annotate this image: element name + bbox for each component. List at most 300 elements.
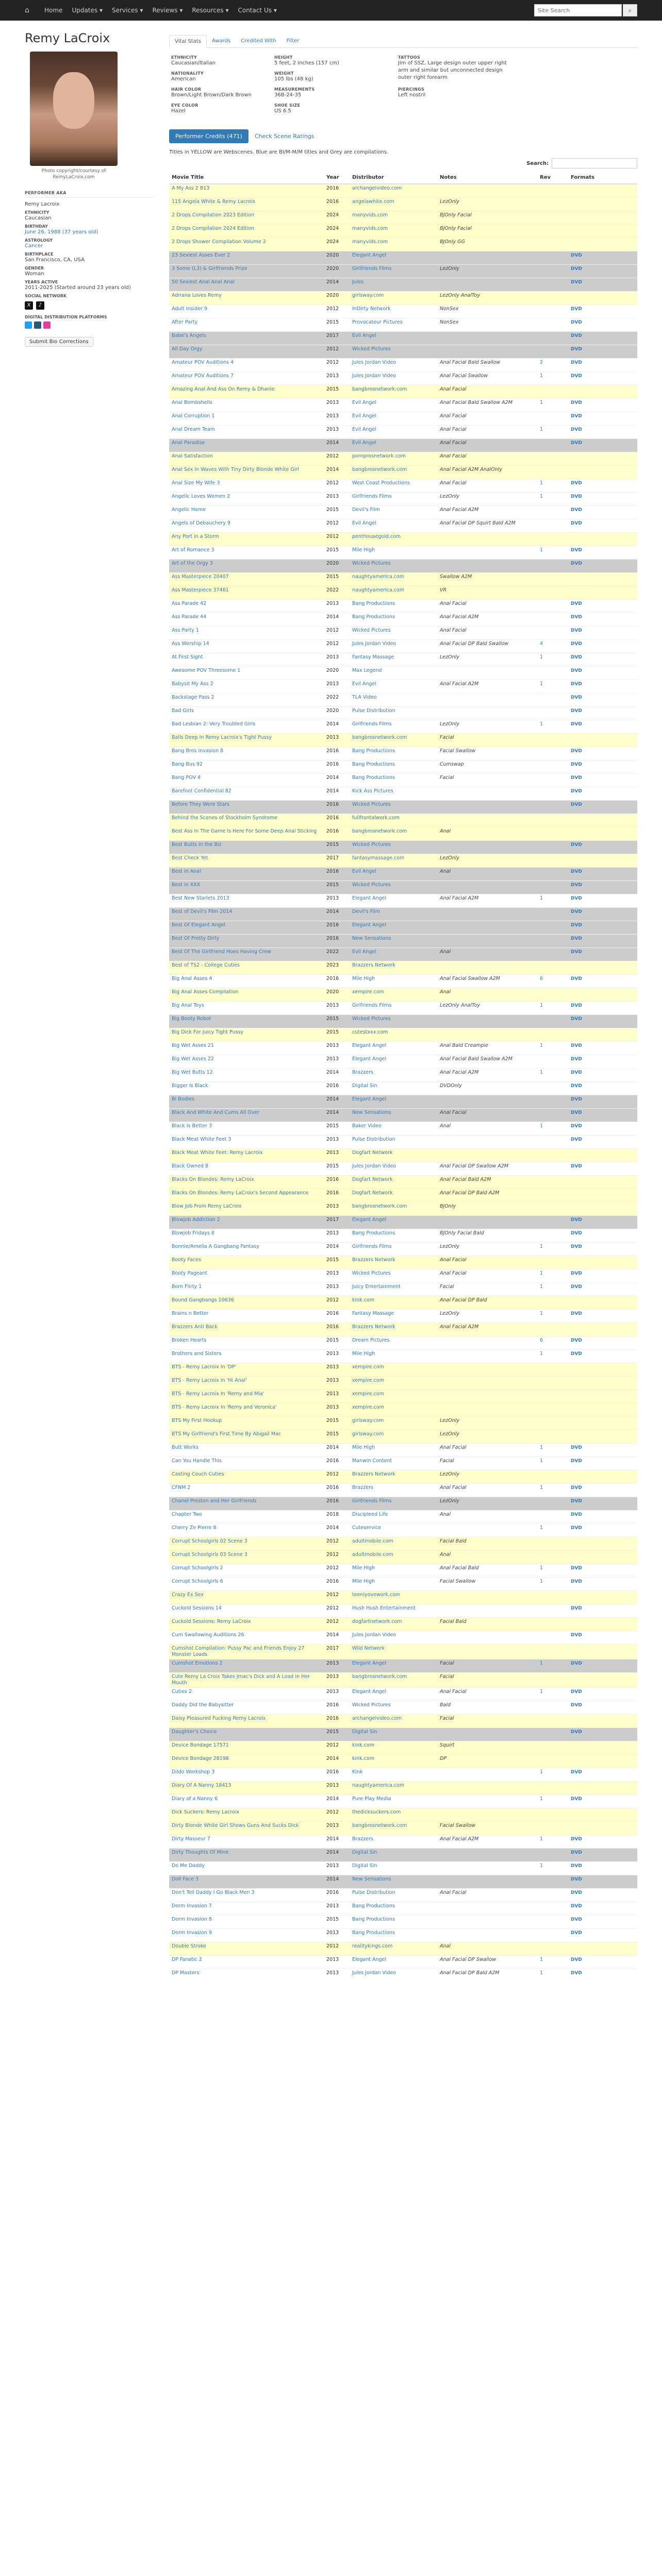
formats-cell[interactable]	[568, 385, 637, 398]
rev-cell[interactable]: 1	[537, 371, 568, 385]
tab-credited-with[interactable]: Credited With	[241, 38, 276, 44]
formats-cell[interactable]: DVD	[568, 1888, 637, 1902]
movie-title-cell[interactable]: Behind the Scenes of Stockholm Syndrome	[169, 814, 324, 827]
rev-cell[interactable]: 1	[537, 1969, 568, 1982]
movie-title-cell[interactable]: Cuckold Sessions: Remy LaCroix	[169, 1617, 324, 1631]
rev-cell[interactable]	[537, 197, 568, 211]
movie-title-cell[interactable]: Blowjob Addiction 2	[169, 1215, 324, 1229]
rev-cell[interactable]	[537, 278, 568, 291]
rev-cell[interactable]	[537, 465, 568, 479]
movie-title-cell[interactable]: Booty Faces	[169, 1256, 324, 1269]
tab-vital-stats[interactable]: Vital Stats	[169, 35, 207, 48]
rev-cell[interactable]	[537, 907, 568, 921]
formats-cell[interactable]: DVD	[568, 1523, 637, 1537]
rev-cell[interactable]	[537, 1644, 568, 1659]
distributor-cell[interactable]: adultmobile.com	[350, 1550, 437, 1564]
distributor-cell[interactable]: Discipleed Life	[350, 1510, 437, 1523]
formats-cell[interactable]	[568, 1363, 637, 1376]
distributor-cell[interactable]: Kick Ass Pictures	[350, 787, 437, 800]
formats-cell[interactable]	[568, 465, 637, 479]
movie-title-cell[interactable]: Ass Masterpiece 20407	[169, 572, 324, 586]
movie-title-cell[interactable]: Cherry Ze Pierre 8	[169, 1523, 324, 1537]
rev-cell[interactable]	[537, 238, 568, 251]
rev-cell[interactable]: 1	[537, 1242, 568, 1256]
formats-cell[interactable]	[568, 814, 637, 827]
movie-title-cell[interactable]: Angels of Debauchery 9	[169, 519, 324, 532]
distributor-cell[interactable]: adultmobile.com	[350, 1537, 437, 1550]
formats-cell[interactable]: DVD	[568, 1349, 637, 1363]
formats-cell[interactable]: DVD	[568, 505, 637, 519]
distributor-cell[interactable]: bangbrosnetwork.com	[350, 1672, 437, 1687]
formats-cell[interactable]: DVD	[568, 894, 637, 907]
distributor-cell[interactable]: Fantasy Massage	[350, 653, 437, 666]
formats-cell[interactable]	[568, 1781, 637, 1794]
movie-title-cell[interactable]: Blacks On Blondes: Remy LaCroix's Second Appearance	[169, 1189, 324, 1202]
movie-title-cell[interactable]: Bang Bros Invasion 8	[169, 747, 324, 760]
formats-cell[interactable]: DVD	[568, 974, 637, 988]
rev-cell[interactable]	[537, 412, 568, 425]
rev-cell[interactable]	[537, 1148, 568, 1162]
movie-title-cell[interactable]: Dorm Invasion 8	[169, 1915, 324, 1928]
movie-title-cell[interactable]: A My Ass 2 B13	[169, 184, 324, 197]
distributor-cell[interactable]: Dream Pictures	[350, 1336, 437, 1349]
formats-cell[interactable]: DVD	[568, 907, 637, 921]
rev-cell[interactable]: 1	[537, 1564, 568, 1577]
formats-cell[interactable]: DVD	[568, 519, 637, 532]
formats-cell[interactable]: DVD	[568, 706, 637, 720]
movie-title-cell[interactable]: BTS - Remy Lacroix In 'Hi Anal'	[169, 1376, 324, 1389]
birthday-value[interactable]: June 26, 1988 (37 years old)	[25, 229, 98, 235]
rev-cell[interactable]	[537, 345, 568, 358]
rev-cell[interactable]	[537, 1902, 568, 1915]
movie-title-cell[interactable]: Cuties 2	[169, 1687, 324, 1701]
movie-title-cell[interactable]: Angelic Loves Women 2	[169, 492, 324, 505]
distributor-cell[interactable]: Elegant Angel	[350, 1687, 437, 1701]
distributor-cell[interactable]: girlsway.com	[350, 291, 437, 304]
formats-cell[interactable]	[568, 224, 637, 238]
distributor-cell[interactable]: Cuteservice	[350, 1523, 437, 1537]
distributor-cell[interactable]: Bang Productions	[350, 1229, 437, 1242]
movie-title-cell[interactable]: Born Flirty 1	[169, 1282, 324, 1296]
formats-cell[interactable]: DVD	[568, 358, 637, 371]
distributor-cell[interactable]: Brazzers	[350, 1483, 437, 1497]
movie-title-cell[interactable]: Best in Anal	[169, 867, 324, 880]
rev-cell[interactable]	[537, 572, 568, 586]
rev-cell[interactable]	[537, 1741, 568, 1754]
movie-title-cell[interactable]: Amateur POV Auditions 7	[169, 371, 324, 385]
rev-cell[interactable]	[537, 1162, 568, 1175]
distributor-cell[interactable]: Girlfriends Films	[350, 720, 437, 733]
rev-cell[interactable]: 1	[537, 546, 568, 559]
formats-cell[interactable]: DVD	[568, 921, 637, 934]
rev-cell[interactable]	[537, 586, 568, 599]
distributor-cell[interactable]: Evil Angel	[350, 412, 437, 425]
distributor-cell[interactable]: kink.com	[350, 1296, 437, 1309]
movie-title-cell[interactable]: 115 Angela White & Remy Lacroix	[169, 197, 324, 211]
distributor-cell[interactable]: Jules Jordan Video	[350, 639, 437, 653]
formats-cell[interactable]: DVD	[568, 1631, 637, 1644]
distributor-cell[interactable]: Bang Productions	[350, 613, 437, 626]
movie-title-cell[interactable]: Best in XXX	[169, 880, 324, 894]
platform-icon-1[interactable]	[25, 321, 32, 329]
formats-cell[interactable]: DVD	[568, 398, 637, 412]
formats-cell[interactable]	[568, 532, 637, 546]
formats-cell[interactable]	[568, 238, 637, 251]
distributor-cell[interactable]: Hush Hush Entertainment	[350, 1604, 437, 1617]
rev-cell[interactable]: 1	[537, 720, 568, 733]
formats-cell[interactable]: DVD	[568, 1687, 637, 1701]
distributor-cell[interactable]: Evil Angel	[350, 867, 437, 880]
distributor-cell[interactable]: thedicksuckers.com	[350, 1808, 437, 1821]
formats-cell[interactable]: DVD	[568, 653, 637, 666]
scene-ratings-tab[interactable]: Check Scene Ratings	[254, 133, 315, 140]
formats-cell[interactable]: DVD	[568, 1768, 637, 1781]
movie-title-cell[interactable]: After Party	[169, 318, 324, 331]
distributor-cell[interactable]: manyvids.com	[350, 211, 437, 224]
formats-cell[interactable]: DVD	[568, 1835, 637, 1848]
rev-cell[interactable]: 1	[537, 1659, 568, 1672]
formats-cell[interactable]	[568, 1714, 637, 1727]
rev-cell[interactable]	[537, 1808, 568, 1821]
rev-cell[interactable]	[537, 1229, 568, 1242]
formats-cell[interactable]	[568, 452, 637, 465]
rev-cell[interactable]	[537, 452, 568, 465]
movie-title-cell[interactable]: Bang Bus 92	[169, 760, 324, 773]
formats-cell[interactable]: DVD	[568, 1309, 637, 1323]
rev-cell[interactable]	[537, 747, 568, 760]
rev-cell[interactable]	[537, 800, 568, 814]
rev-cell[interactable]	[537, 1915, 568, 1928]
formats-cell[interactable]: DVD	[568, 880, 637, 894]
movie-title-cell[interactable]: Dirty Blonde White Girl Shows Guns And Sucks Dick	[169, 1821, 324, 1835]
distributor-cell[interactable]: Evil Angel	[350, 947, 437, 961]
rev-cell[interactable]	[537, 1215, 568, 1229]
formats-cell[interactable]: DVD	[568, 1848, 637, 1861]
formats-cell[interactable]	[568, 1537, 637, 1550]
formats-cell[interactable]: DVD	[568, 693, 637, 706]
distributor-cell[interactable]: Digital Sin	[350, 1861, 437, 1875]
distributor-cell[interactable]: xempire.com	[350, 1389, 437, 1403]
movie-title-cell[interactable]: Device Bondage 17571	[169, 1741, 324, 1754]
formats-cell[interactable]	[568, 1389, 637, 1403]
formats-cell[interactable]: DVD	[568, 1055, 637, 1068]
movie-title-cell[interactable]: At First Sight	[169, 653, 324, 666]
rev-cell[interactable]	[537, 385, 568, 398]
distributor-cell[interactable]: Mile High	[350, 974, 437, 988]
nav-contact[interactable]: Contact Us ▾	[238, 7, 277, 14]
movie-title-cell[interactable]: Double Stroke	[169, 1942, 324, 1955]
distributor-cell[interactable]: Elegant Angel	[350, 1095, 437, 1108]
movie-title-cell[interactable]: Blacks On Blondes: Remy LaCroix	[169, 1175, 324, 1189]
movie-title-cell[interactable]: Big Anal Toys	[169, 1001, 324, 1014]
distributor-cell[interactable]: pornprosnetwork.com	[350, 452, 437, 465]
formats-cell[interactable]	[568, 184, 637, 197]
distributor-cell[interactable]: New Sensations	[350, 1875, 437, 1888]
movie-title-cell[interactable]: Chapter Two	[169, 1510, 324, 1523]
distributor-cell[interactable]: Bang Productions	[350, 773, 437, 787]
formats-cell[interactable]: DVD	[568, 331, 637, 345]
rev-cell[interactable]: 1	[537, 1768, 568, 1781]
formats-cell[interactable]	[568, 988, 637, 1001]
distributor-cell[interactable]: Wicked Pictures	[350, 840, 437, 854]
distributor-cell[interactable]: Girlfriends Films	[350, 264, 437, 278]
rev-cell[interactable]	[537, 1189, 568, 1202]
distributor-cell[interactable]: Mile High	[350, 1577, 437, 1590]
rev-cell[interactable]: 1	[537, 1309, 568, 1323]
distributor-cell[interactable]: xempire.com	[350, 1376, 437, 1389]
formats-cell[interactable]	[568, 961, 637, 974]
formats-cell[interactable]	[568, 1416, 637, 1430]
formats-cell[interactable]: DVD	[568, 1510, 637, 1523]
distributor-cell[interactable]: xempire.com	[350, 988, 437, 1001]
rev-cell[interactable]	[537, 626, 568, 639]
distributor-cell[interactable]: fantasymassage.com	[350, 854, 437, 867]
formats-cell[interactable]: DVD	[568, 318, 637, 331]
formats-cell[interactable]	[568, 1808, 637, 1821]
movie-title-cell[interactable]: Cumshot Compilation: Pussy Pac and Friends Enjoy 27 Monster Loads	[169, 1644, 324, 1659]
distributor-cell[interactable]: Dogfart Network	[350, 1148, 437, 1162]
formats-cell[interactable]: DVD	[568, 1269, 637, 1282]
rev-cell[interactable]	[537, 1727, 568, 1741]
movie-title-cell[interactable]: Best Check Yet	[169, 854, 324, 867]
movie-title-cell[interactable]: Big Booty Robot	[169, 1014, 324, 1028]
distributor-cell[interactable]: Mile High	[350, 1564, 437, 1577]
distributor-cell[interactable]: girlsway.com	[350, 1430, 437, 1443]
distributor-cell[interactable]: Jules Jordan Video	[350, 1631, 437, 1644]
tab-awards[interactable]: Awards	[211, 38, 231, 44]
distributor-cell[interactable]: Elegant Angel	[350, 1041, 437, 1055]
rev-cell[interactable]	[537, 304, 568, 318]
movie-title-cell[interactable]: BTS My Girlfriend's First Time By Abigail Mac	[169, 1430, 324, 1443]
movie-title-cell[interactable]: 2 Drops Shower Compilation Volume 2	[169, 238, 324, 251]
movie-title-cell[interactable]: Big Wet Butts 12	[169, 1068, 324, 1081]
rev-cell[interactable]	[537, 251, 568, 264]
formats-cell[interactable]: DVD	[568, 1604, 637, 1617]
movie-title-cell[interactable]: 23 Sexiest Asses Ever 2	[169, 251, 324, 264]
formats-cell[interactable]	[568, 572, 637, 586]
distributor-cell[interactable]: Wicked Pictures	[350, 626, 437, 639]
formats-cell[interactable]: DVD	[568, 1068, 637, 1081]
rev-cell[interactable]	[537, 1470, 568, 1483]
formats-cell[interactable]: DVD	[568, 1215, 637, 1229]
distributor-cell[interactable]: Evil Angel	[350, 425, 437, 438]
rev-cell[interactable]	[537, 1875, 568, 1888]
movie-title-cell[interactable]: Anal Paradise	[169, 438, 324, 452]
distributor-cell[interactable]: Mile High	[350, 1349, 437, 1363]
formats-cell[interactable]: DVD	[568, 613, 637, 626]
distributor-cell[interactable]: Dogfart Network	[350, 1175, 437, 1189]
movie-title-cell[interactable]: Awesome POV Threesome 1	[169, 666, 324, 680]
formats-cell[interactable]: DVD	[568, 546, 637, 559]
movie-title-cell[interactable]: Cute Remy La Croix Takes Jmac's Dick and A Load In Her Mouth	[169, 1672, 324, 1687]
formats-cell[interactable]: DVD	[568, 666, 637, 680]
formats-cell[interactable]: DVD	[568, 304, 637, 318]
x-icon[interactable]: X	[25, 301, 33, 310]
distributor-cell[interactable]: bangbrosnetwork.com	[350, 733, 437, 747]
rev-cell[interactable]	[537, 1403, 568, 1416]
movie-title-cell[interactable]: Can You Handle This	[169, 1456, 324, 1470]
movie-title-cell[interactable]: Barefoot Confidential 82	[169, 787, 324, 800]
movie-title-cell[interactable]: Bound Gangbangs 10636	[169, 1296, 324, 1309]
movie-title-cell[interactable]: Dorm Invasion 9	[169, 1928, 324, 1942]
movie-title-cell[interactable]: 50 Sexiest Anal Anal Anal	[169, 278, 324, 291]
site-search-input[interactable]	[534, 4, 622, 16]
distributor-cell[interactable]: fullfrontalwork.com	[350, 814, 437, 827]
movie-title-cell[interactable]: Corrupt Schoolgirls 6	[169, 1577, 324, 1590]
movie-title-cell[interactable]: Dildo Workshop 3	[169, 1768, 324, 1781]
rev-cell[interactable]: 1	[537, 1835, 568, 1848]
movie-title-cell[interactable]: Crazy Ex Sex	[169, 1590, 324, 1604]
movie-title-cell[interactable]: Dick Suckers: Remy Lacroix	[169, 1808, 324, 1821]
distributor-cell[interactable]: Elegant Angel	[350, 251, 437, 264]
search-icon[interactable]: ⌕	[623, 4, 637, 16]
formats-cell[interactable]: DVD	[568, 639, 637, 653]
formats-cell[interactable]: DVD	[568, 559, 637, 572]
distributor-cell[interactable]: Digital Sin	[350, 1081, 437, 1095]
distributor-cell[interactable]: Brazzers	[350, 1068, 437, 1081]
distributor-cell[interactable]: Max Legend	[350, 666, 437, 680]
formats-cell[interactable]	[568, 1550, 637, 1564]
table-search-input[interactable]	[552, 158, 637, 168]
movie-title-cell[interactable]: Best Of The Girlfriend Hoes Having Crew	[169, 947, 324, 961]
movie-title-cell[interactable]: Device Bondage 28198	[169, 1754, 324, 1768]
formats-cell[interactable]	[568, 1028, 637, 1041]
platform-icon-3[interactable]	[43, 321, 51, 329]
rev-cell[interactable]	[537, 331, 568, 345]
movie-title-cell[interactable]: Ass Worship 14	[169, 639, 324, 653]
movie-title-cell[interactable]: Dorm Invasion 7	[169, 1902, 324, 1915]
distributor-cell[interactable]: Evil Angel	[350, 680, 437, 693]
movie-title-cell[interactable]: Bad Girls	[169, 706, 324, 720]
rev-cell[interactable]	[537, 291, 568, 304]
movie-title-cell[interactable]: Brothers and Sisters	[169, 1349, 324, 1363]
distributor-cell[interactable]: Devil's Film	[350, 907, 437, 921]
distributor-cell[interactable]: Mile High	[350, 546, 437, 559]
distributor-cell[interactable]: Pure Play Media	[350, 1794, 437, 1808]
formats-cell[interactable]	[568, 1403, 637, 1416]
distributor-cell[interactable]: xempire.com	[350, 1363, 437, 1376]
movie-title-cell[interactable]: Corrupt Schoolgirls 02 Scene 3	[169, 1537, 324, 1550]
movie-title-cell[interactable]: Big Wet Asses 22	[169, 1055, 324, 1068]
movie-title-cell[interactable]: 2 Drops Compilation 2023 Edition	[169, 211, 324, 224]
rev-cell[interactable]: 1	[537, 1687, 568, 1701]
rev-cell[interactable]	[537, 438, 568, 452]
rev-cell[interactable]	[537, 1497, 568, 1510]
movie-title-cell[interactable]: Corrupt Schoolgirls 2	[169, 1564, 324, 1577]
movie-title-cell[interactable]: Adult Insider 9	[169, 304, 324, 318]
rev-cell[interactable]: 1	[537, 1068, 568, 1081]
movie-title-cell[interactable]: BTS - Remy Lacroix In 'DP'	[169, 1363, 324, 1376]
formats-cell[interactable]	[568, 1741, 637, 1754]
formats-cell[interactable]: DVD	[568, 1969, 637, 1982]
col-distributor[interactable]: Distributor	[350, 172, 437, 184]
distributor-cell[interactable]: Jules Jordan Video	[350, 1162, 437, 1175]
distributor-cell[interactable]: archangelvideo.com	[350, 184, 437, 197]
rev-cell[interactable]	[537, 1014, 568, 1028]
movie-title-cell[interactable]: Anal Size My Wife 3	[169, 479, 324, 492]
formats-cell[interactable]	[568, 827, 637, 840]
distributor-cell[interactable]: Brazzers Network	[350, 1256, 437, 1269]
rev-cell[interactable]	[537, 706, 568, 720]
distributor-cell[interactable]: Wild Network	[350, 1644, 437, 1659]
distributor-cell[interactable]: Jules Jordan Video	[350, 1969, 437, 1982]
movie-title-cell[interactable]: DP Masters	[169, 1969, 324, 1982]
formats-cell[interactable]: DVD	[568, 371, 637, 385]
astrology-value[interactable]: Cancer	[25, 243, 43, 249]
formats-cell[interactable]	[568, 1189, 637, 1202]
movie-title-cell[interactable]: Diary Of A Nanny 18413	[169, 1781, 324, 1794]
movie-title-cell[interactable]: Don't Tell Daddy I Go Black Men 3	[169, 1888, 324, 1902]
distributor-cell[interactable]: angelawhite.com	[350, 197, 437, 211]
movie-title-cell[interactable]: Amazing Anal And Ass On Remy & Dhanie	[169, 385, 324, 398]
rev-cell[interactable]	[537, 599, 568, 613]
movie-title-cell[interactable]: Daughter's Choice	[169, 1727, 324, 1741]
formats-cell[interactable]: DVD	[568, 947, 637, 961]
nav-services[interactable]: Services ▾	[112, 7, 143, 14]
rev-cell[interactable]	[537, 1590, 568, 1604]
formats-cell[interactable]: DVD	[568, 1564, 637, 1577]
movie-title-cell[interactable]: Booty Pageant	[169, 1269, 324, 1282]
rev-cell[interactable]: 1	[537, 894, 568, 907]
rev-cell[interactable]	[537, 1631, 568, 1644]
distributor-cell[interactable]: Wicked Pictures	[350, 1701, 437, 1714]
rev-cell[interactable]	[537, 613, 568, 626]
distributor-cell[interactable]: Bang Productions	[350, 1915, 437, 1928]
formats-cell[interactable]	[568, 1202, 637, 1215]
rev-cell[interactable]	[537, 840, 568, 854]
distributor-cell[interactable]: archangelvideo.com	[350, 1714, 437, 1727]
movie-title-cell[interactable]: Big Wet Asses 21	[169, 1041, 324, 1055]
distributor-cell[interactable]: Devil's Film	[350, 505, 437, 519]
col-notes[interactable]: Notes	[437, 172, 537, 184]
rev-cell[interactable]: 1	[537, 425, 568, 438]
rev-cell[interactable]	[537, 1550, 568, 1564]
rev-cell[interactable]: 1	[537, 1269, 568, 1282]
rev-cell[interactable]: 1	[537, 1041, 568, 1055]
formats-cell[interactable]: DVD	[568, 264, 637, 278]
movie-title-cell[interactable]: Diary of a Nanny 6	[169, 1794, 324, 1808]
rev-cell[interactable]	[537, 1430, 568, 1443]
rev-cell[interactable]	[537, 1416, 568, 1430]
formats-cell[interactable]: DVD	[568, 773, 637, 787]
distributor-cell[interactable]: Evil Angel	[350, 331, 437, 345]
rev-cell[interactable]: 1	[537, 492, 568, 505]
formats-cell[interactable]: DVD	[568, 1701, 637, 1714]
rev-cell[interactable]	[537, 1135, 568, 1148]
movie-title-cell[interactable]: Bonnie/Amelia A Gangbang Fantasy	[169, 1242, 324, 1256]
distributor-cell[interactable]: Pulse Distribution	[350, 1135, 437, 1148]
formats-cell[interactable]: DVD	[568, 1955, 637, 1969]
formats-cell[interactable]	[568, 1148, 637, 1162]
rev-cell[interactable]: 6	[537, 974, 568, 988]
rev-cell[interactable]	[537, 1617, 568, 1631]
rev-cell[interactable]	[537, 867, 568, 880]
distributor-cell[interactable]: penthousegold.com	[350, 532, 437, 546]
rev-cell[interactable]: 6	[537, 1336, 568, 1349]
formats-cell[interactable]: DVD	[568, 760, 637, 773]
movie-title-cell[interactable]: Best Of Pretty Dirty	[169, 934, 324, 947]
rev-cell[interactable]	[537, 1256, 568, 1269]
distributor-cell[interactable]: Brazzers	[350, 1835, 437, 1848]
rev-cell[interactable]	[537, 921, 568, 934]
movie-title-cell[interactable]: Cumshot Emotions 2	[169, 1659, 324, 1672]
movie-title-cell[interactable]: Cum Swallowing Auditions 26	[169, 1631, 324, 1644]
rev-cell[interactable]	[537, 666, 568, 680]
rev-cell[interactable]	[537, 1175, 568, 1189]
formats-cell[interactable]: DVD	[568, 1928, 637, 1942]
formats-cell[interactable]: DVD	[568, 1081, 637, 1095]
rev-cell[interactable]: 1	[537, 680, 568, 693]
